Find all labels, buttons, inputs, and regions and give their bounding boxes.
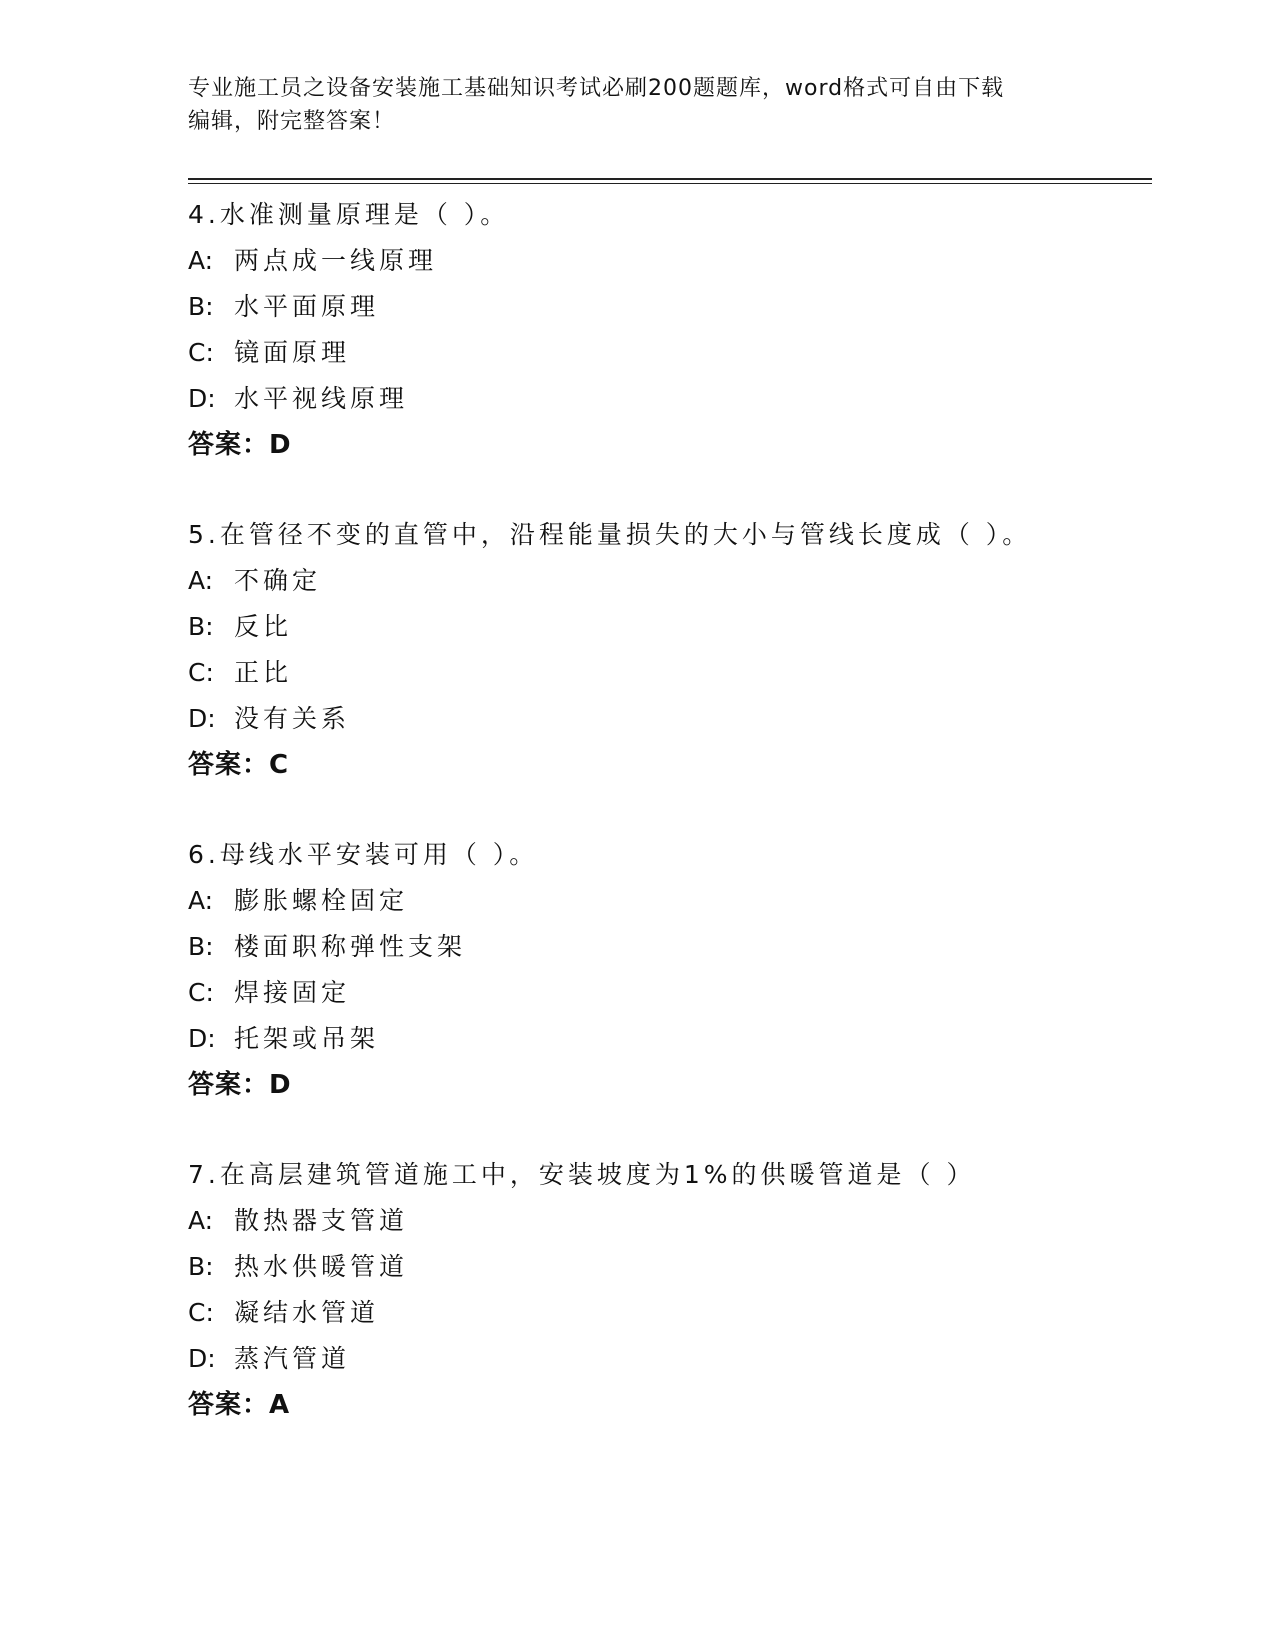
- option-key: D:: [188, 1024, 216, 1053]
- option-d: [188, 376, 1152, 422]
- option-text: 凝结水管道: [234, 1298, 380, 1327]
- answer-label: 答案：D: [188, 1070, 292, 1100]
- option-key: C:: [188, 978, 214, 1007]
- option-text: 楼面职称弹性支架: [234, 932, 467, 961]
- option-a: [188, 558, 1152, 604]
- option-c: [188, 1290, 1152, 1336]
- option-text: 不确定: [234, 566, 322, 595]
- option-text: 蒸汽管道: [234, 1344, 351, 1373]
- option-text: 散热器支管道: [234, 1206, 409, 1235]
- option-key: D:: [188, 384, 216, 413]
- answer-label: 答案：C: [188, 750, 290, 780]
- question-title: 5.在管径不变的直管中，沿程能量损失的大小与管线长度成（ ）。: [188, 520, 1032, 549]
- header-line-2: 编辑，附完整答案！: [188, 109, 396, 134]
- option-key: A:: [188, 1206, 214, 1235]
- option-text: 镜面原理: [234, 338, 351, 367]
- option-text: 焊接固定: [234, 978, 351, 1007]
- option-key: D:: [188, 704, 216, 733]
- option-b: [188, 924, 1152, 970]
- option-a: [188, 238, 1152, 284]
- option-c: [188, 650, 1152, 696]
- question-block: [188, 512, 1152, 788]
- question-block: [188, 192, 1152, 468]
- question-list: [188, 192, 1152, 1472]
- option-key: B:: [188, 292, 214, 321]
- option-text: 水平面原理: [234, 292, 380, 321]
- option-c: [188, 330, 1152, 376]
- option-c: [188, 970, 1152, 1016]
- option-a: [188, 1198, 1152, 1244]
- option-text: 托架或吊架: [234, 1024, 380, 1053]
- option-key: A:: [188, 246, 214, 275]
- question-title: 4.水准测量原理是（ ）。: [188, 200, 510, 229]
- option-key: B:: [188, 1252, 214, 1281]
- answer-label: 答案：A: [188, 1390, 291, 1420]
- question-title: 6.母线水平安装可用（ ）。: [188, 840, 539, 869]
- option-text: 热水供暖管道: [234, 1252, 409, 1281]
- header-divider-thick: [188, 178, 1152, 180]
- option-text: 正比: [234, 658, 293, 687]
- option-key: B:: [188, 932, 214, 961]
- option-text: 两点成一线原理: [234, 246, 438, 275]
- question-block: [188, 832, 1152, 1108]
- option-b: [188, 284, 1152, 330]
- option-key: A:: [188, 566, 214, 595]
- document-header: [188, 72, 1088, 138]
- option-d: [188, 1336, 1152, 1382]
- answer-label: 答案：D: [188, 430, 292, 460]
- option-text: 膨胀螺栓固定: [234, 886, 409, 915]
- option-key: A:: [188, 886, 214, 915]
- option-b: [188, 1244, 1152, 1290]
- option-text: 水平视线原理: [234, 384, 409, 413]
- option-text: 没有关系: [234, 704, 351, 733]
- option-key: B:: [188, 612, 214, 641]
- option-key: C:: [188, 658, 214, 687]
- option-key: D:: [188, 1344, 216, 1373]
- option-key: C:: [188, 338, 214, 367]
- question-title: 7.在高层建筑管道施工中，安装坡度为1%的供暖管道是（ ）: [188, 1160, 976, 1189]
- option-key: C:: [188, 1298, 214, 1327]
- header-divider-thin: [188, 183, 1152, 184]
- option-a: [188, 878, 1152, 924]
- option-b: [188, 604, 1152, 650]
- header-line-1: 专业施工员之设备安装施工基础知识考试必刷200题题库，word格式可自由下载: [188, 76, 1005, 101]
- option-d: [188, 696, 1152, 742]
- option-d: [188, 1016, 1152, 1062]
- option-text: 反比: [234, 612, 293, 641]
- question-block: [188, 1152, 1152, 1428]
